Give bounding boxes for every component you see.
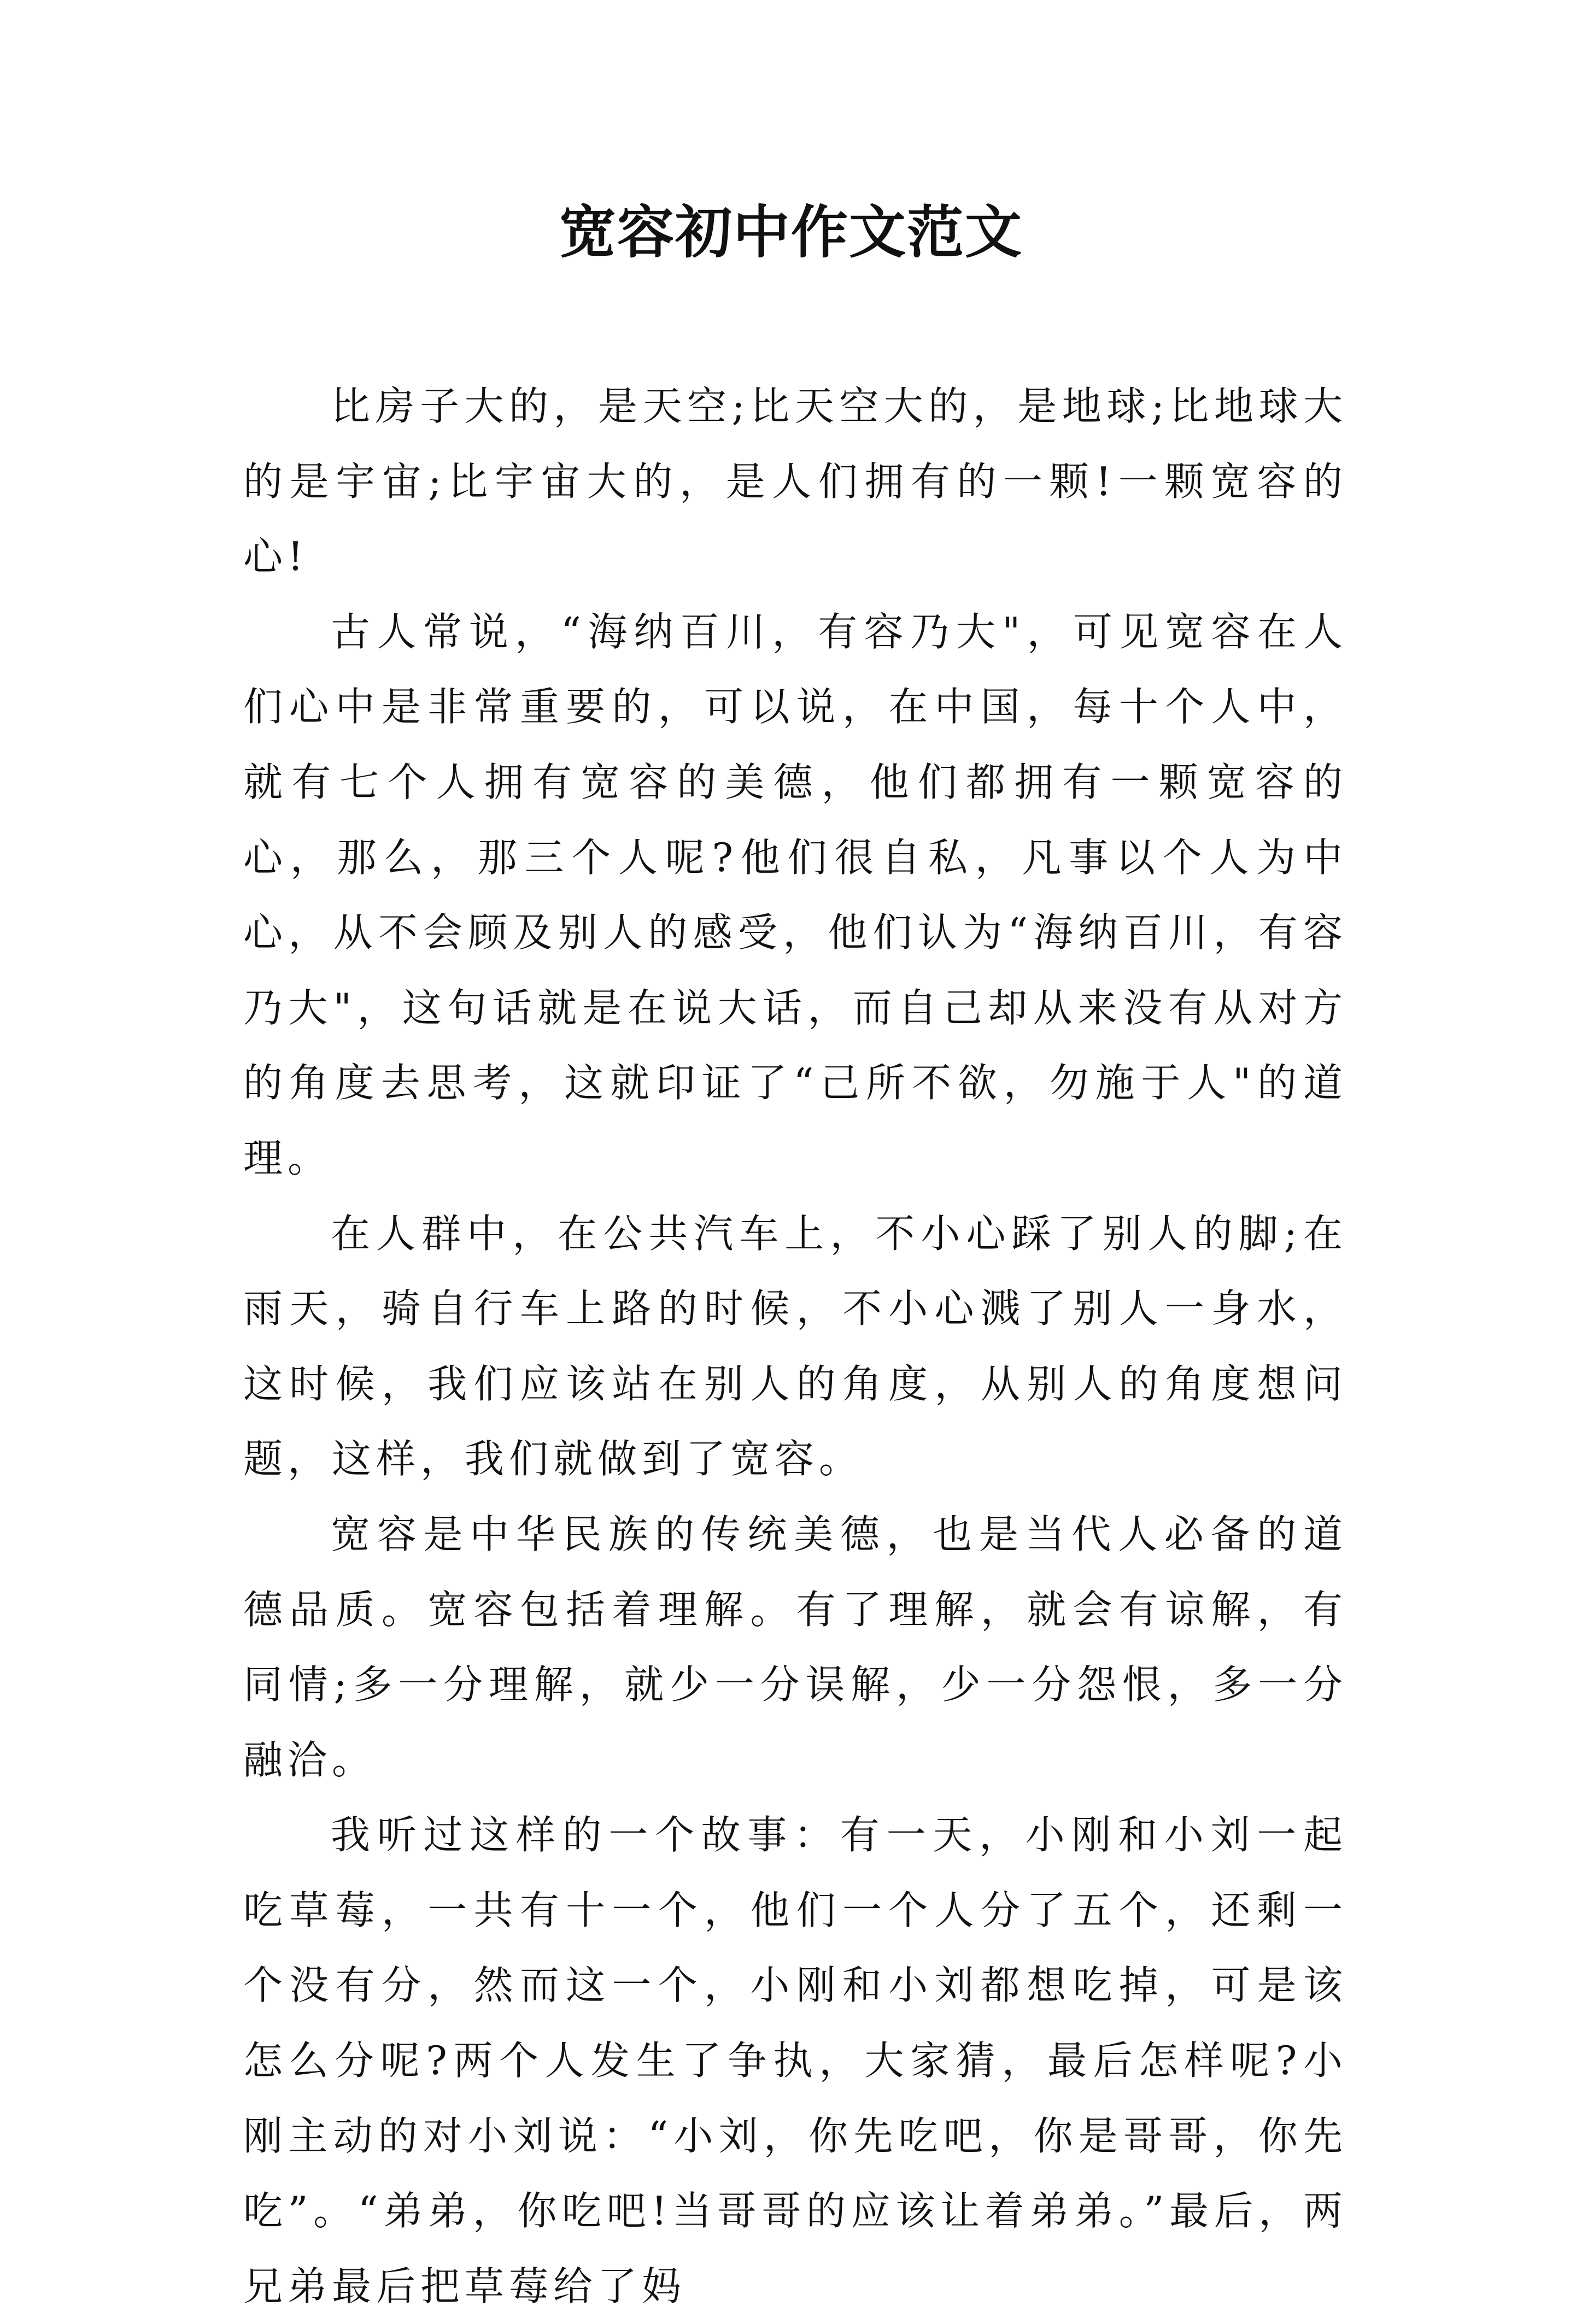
- paragraph-2: 古人常说，“海纳百川，有容乃大"，可见宽容在人们心中是非常重要的，可以说，在中国，每十个人中，就有七个人拥有宽容的美德，他们都拥有一颗宽容的心，那么，那三个人呢?他们很自私，凡事以个人为中心，从不会顾及别人的感受，他们认为“海纳百川，有容乃大"，这句话就是在说大话，而自己却从来没有从对方的角度去思考，这就印证了“己所不欲，勿施于人"的道理。: [243, 608, 1347, 1181]
- paragraph-1: 比房子大的，是天空;比天空大的，是地球;比地球大的是宇宙;比宇宙大的，是人们拥有的一颗!一颗宽容的心!: [243, 383, 1347, 580]
- document-title: 宽容初中作文范文: [559, 198, 1023, 266]
- paragraph-3: 在人群中，在公共汽车上，不小心踩了别人的脚;在雨天，骑自行车上路的时候，不小心溅了别人一身水，这时候，我们应该站在别人的角度，从别人的角度想问题，这样，我们就做到了宽容。: [243, 1210, 1347, 1482]
- document-body: [243, 369, 1347, 2324]
- paragraph-4: 宽容是中华民族的传统美德，也是当代人必备的道德品质。宽容包括着理解。有了理解，就会有谅解，有同情;多一分理解，就少一分误解，少一分怨恨，多一分融洽。: [243, 1511, 1347, 1783]
- paragraph-5: 我听过这样的一个故事：有一天，小刚和小刘一起吃草莓，一共有十一个，他们一个人分了五个，还剩一个没有分，然而这一个，小刚和小刘都想吃掉，可是该怎么分呢?两个人发生了争执，大家猜，最后怎样呢?小刚主动的对小刘说：“小刘，你先吃吧，你是哥哥，你先吃”。“弟弟，你吃吧!当哥哥的应该让着弟弟。”最后，两兄弟最后把草莓给了妈: [243, 1812, 1347, 2309]
